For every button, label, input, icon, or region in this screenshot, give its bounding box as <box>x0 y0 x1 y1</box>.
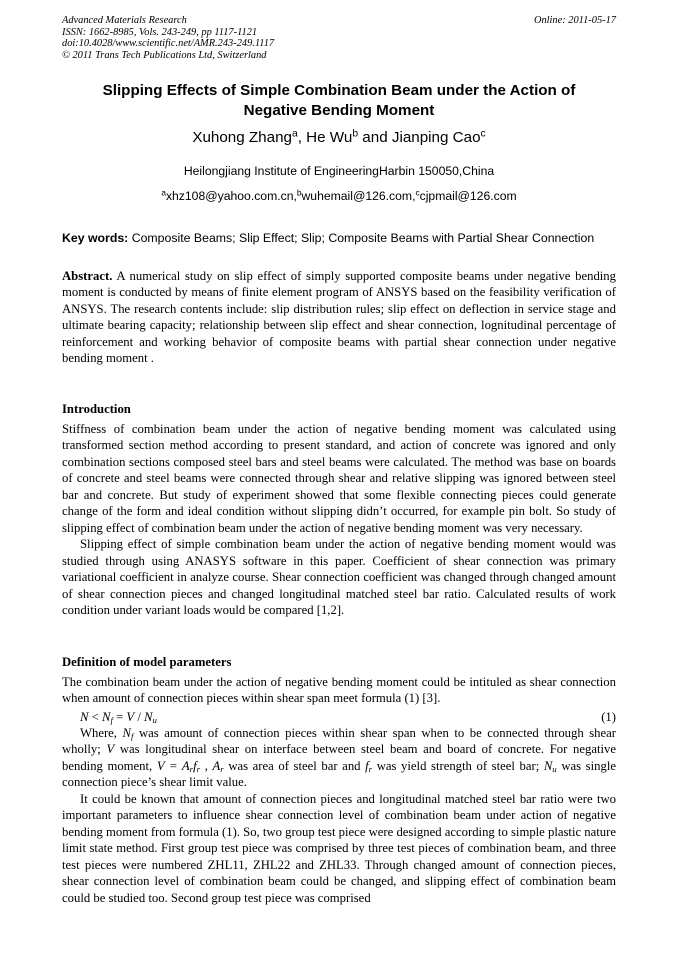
author-name: He Wu <box>306 129 353 146</box>
title-line-1: Slipping Effects of Simple Combination Beam under the Action of <box>102 82 576 99</box>
section-heading-definition: Definition of model parameters <box>62 655 232 669</box>
abstract-text: A numerical study on slip effect of simply supported composite beams under negative bending moment is conducted by means of finite element program of ANSYS based on the feasibility verification of ANSYS. The research contents include: slip distribution rules; slip effect on deflection in service stage and ultimate bearing capacity; relationship between slip effect and shear connection, lognitudinal percentage of reinforcement and working behavior of composite beams with partial shear connection under negative bending moment . <box>62 269 616 366</box>
email-address[interactable]: xhz108@yahoo.com.cn, <box>165 189 297 203</box>
author-list <box>62 129 616 147</box>
email-list <box>62 188 616 204</box>
issn-line: ISSN: 1662-8985, Vols. 243-249, pp 1117-1121 <box>62 26 258 38</box>
author-superscript: c <box>480 128 486 140</box>
paragraph: Where, $N_f$ was amount of connection pieces within shear span when to be connected through shear wholly; V was longitudinal shear on interface between steel beam and board of concrete. For negative bending moment, $V = A_rf_r$ , $A_r$ was area of steel bar and $f_r$ was yield strength of steel bar; $N_u$ was single connection piece’s shear limit value. <box>62 726 616 790</box>
copyright-line: © 2011 Trans Tech Publications Ltd, Switzerland <box>62 49 267 61</box>
email-address[interactable]: cjpmail@126.com <box>419 189 517 203</box>
email-superscript: a <box>161 187 166 198</box>
author-superscript: a <box>291 128 298 140</box>
paragraph: Stiffness of combination beam under the action of negative bending moment was calculated using transformed section method according to present standard, and action of concrete was ignored and only combination sections composed steel bars and steel beams were calculated. The method was base on boards of concrete and steel beams were connected through shear and relative slipping was ignored between steel bar and concrete. But study of experiment showed that some flexible connecting pieces could generate change of the form and ideal condition without slipping didn’t occurred, for example pin bolt. So study of slipping effect of combination beam under the action of negative bending moment was very necessary. <box>62 422 616 535</box>
journal-name: Advanced Materials Research <box>62 15 187 26</box>
email-address[interactable]: wuhemail@126.com, <box>301 189 416 203</box>
abstract-label: Abstract. <box>62 269 113 283</box>
title-line-2: Negative Bending Moment <box>243 102 435 119</box>
doi-line: doi:10.4028/www.scientific.net/AMR.243-249.1117 <box>62 38 275 50</box>
definition-body-continued <box>62 725 616 906</box>
definition-body <box>62 674 616 707</box>
author-name: Jianping Cao <box>391 129 481 146</box>
formula-number: (1) <box>601 710 616 724</box>
author-separator: and <box>358 129 392 146</box>
abstract <box>62 268 616 367</box>
introduction-body <box>62 421 616 618</box>
keywords-text: Composite Beams; Slip Effect; Slip; Composite Beams with Partial Shear Connection <box>128 231 595 245</box>
paragraph: It could be known that amount of connection pieces and longitudinal matched steel bar ratio were two important parameters to influence shear connection level of combination beam under action of negative bending moment from formula (1). So, two group test piece were designed according to simple plastic nature limit state method. First group test piece was comprised by three test pieces of combination beam, and three test pieces were numbered ZHL11, ZHL22 and ZHL33. Through changed amount of connection pieces, shear connection level of combination beam could be changed, and slipping effect of combination beam could be studied too. Second group test piece was comprised <box>62 791 616 905</box>
journal-header <box>62 15 616 61</box>
paragraph: Slipping effect of simple combination beam under the action of negative bending moment would was studied through using ANASYS software in this paper. Coefficient of shear connection was primary variational coefficient in analyze course. Shear connection coefficient was changed through changed amount of shear connection pieces and changed longitudinal matched steel bar ratio. Calculated results of work condition under variant loads would be compared [1,2]. <box>62 537 616 617</box>
email-superscript: c <box>415 187 420 198</box>
keywords-label: Key words: <box>62 231 129 245</box>
formula-expression: $N < N_f = V / N_u$ <box>80 710 157 726</box>
affiliation: Heilongjiang Institute of EngineeringHarbin 150050,China <box>183 164 495 178</box>
keywords <box>62 230 616 246</box>
online-date: Online: 2011-05-17 <box>533 15 616 26</box>
author-superscript: b <box>352 128 359 140</box>
email-superscript: b <box>296 187 302 198</box>
section-heading-introduction: Introduction <box>62 402 131 416</box>
author-separator: , <box>297 129 307 146</box>
paper-title <box>62 81 616 121</box>
author-name: Xuhong Zhang <box>192 129 292 146</box>
paragraph: The combination beam under the action of negative bending moment could be intituled as shear connection when amount of connection pieces within shear span meet formula (1) [3]. <box>62 675 616 706</box>
